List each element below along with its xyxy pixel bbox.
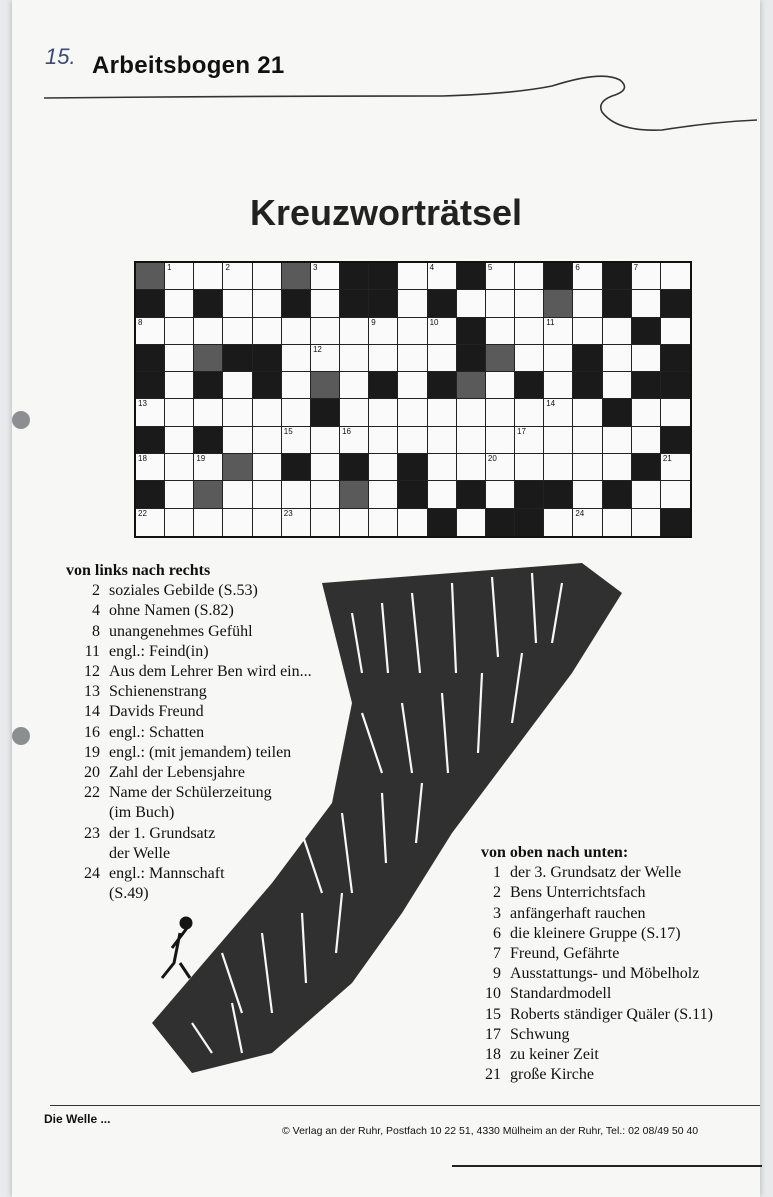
grid-cell[interactable] bbox=[253, 427, 282, 454]
down-clues bbox=[467, 843, 713, 1085]
grid-cell[interactable] bbox=[398, 263, 427, 290]
grid-cell[interactable] bbox=[253, 454, 282, 481]
grid-cell[interactable] bbox=[661, 399, 690, 426]
grid-cell[interactable] bbox=[457, 427, 486, 454]
grid-cell[interactable] bbox=[311, 509, 340, 536]
clue-item bbox=[467, 863, 713, 883]
grid-cell[interactable] bbox=[311, 427, 340, 454]
grid-cell[interactable] bbox=[603, 345, 632, 372]
cell-number: 20 bbox=[487, 454, 497, 464]
clue-number: 15 bbox=[485, 1005, 501, 1023]
grid-cell[interactable] bbox=[515, 399, 544, 426]
clue-item bbox=[467, 904, 713, 924]
clue-number: 14 bbox=[84, 703, 100, 721]
clue-text: Roberts ständiger Quäler (S.11) bbox=[510, 1005, 713, 1023]
grid-cell[interactable] bbox=[253, 399, 282, 426]
grid-cell[interactable] bbox=[573, 454, 602, 481]
clue-item bbox=[467, 944, 713, 964]
grid-cell[interactable] bbox=[282, 345, 311, 372]
grid-block bbox=[136, 345, 165, 372]
grid-cell[interactable] bbox=[544, 318, 573, 345]
grid-block bbox=[194, 290, 223, 317]
clue-continuation: (im Buch) bbox=[109, 804, 175, 822]
grid-block bbox=[223, 345, 252, 372]
grid-cell[interactable] bbox=[603, 372, 632, 399]
grid-cell[interactable] bbox=[194, 263, 223, 290]
grid-block bbox=[515, 481, 544, 508]
grid-cell[interactable] bbox=[194, 318, 223, 345]
clue-text: Freund, Gefährte bbox=[510, 945, 620, 963]
grid-cell[interactable] bbox=[398, 399, 427, 426]
cell-number: 23 bbox=[283, 508, 293, 518]
grid-block bbox=[369, 290, 398, 317]
cell-number: 14 bbox=[546, 399, 556, 409]
grid-cell[interactable] bbox=[573, 290, 602, 317]
grid-cell[interactable] bbox=[223, 263, 252, 290]
grid-cell[interactable] bbox=[457, 509, 486, 536]
grid-cell[interactable] bbox=[573, 399, 602, 426]
grid-block bbox=[573, 345, 602, 372]
clue-text: Davids Freund bbox=[109, 703, 204, 721]
grid-block bbox=[136, 427, 165, 454]
grid-cell[interactable] bbox=[486, 372, 515, 399]
grid-block bbox=[603, 481, 632, 508]
grid-block bbox=[282, 290, 311, 317]
grid-cell[interactable] bbox=[428, 399, 457, 426]
grid-cell[interactable] bbox=[136, 509, 165, 536]
grid-cell[interactable] bbox=[311, 454, 340, 481]
grid-cell[interactable] bbox=[223, 318, 252, 345]
cell-number: 13 bbox=[138, 399, 147, 409]
grid-cell[interactable] bbox=[486, 427, 515, 454]
clue-number: 1 bbox=[493, 864, 501, 882]
grid-cell[interactable] bbox=[573, 263, 602, 290]
grid-block bbox=[661, 427, 690, 454]
footer-publisher: © Verlag an der Ruhr, Postfach 10 22 51, 4330 Mülheim an der Ruhr, Tel.: 02 08/49 50 40 bbox=[282, 1125, 699, 1137]
grid-cell[interactable] bbox=[486, 454, 515, 481]
punch-hole-bottom bbox=[12, 727, 30, 745]
grid-block bbox=[457, 481, 486, 508]
clue-number: 12 bbox=[84, 663, 100, 681]
grid-cell[interactable] bbox=[369, 481, 398, 508]
clue-text: Schwung bbox=[510, 1025, 570, 1043]
grid-cell[interactable] bbox=[661, 318, 690, 345]
grid-cell[interactable] bbox=[136, 318, 165, 345]
grid-block bbox=[486, 509, 515, 536]
grid-block bbox=[457, 372, 486, 399]
grid-cell[interactable] bbox=[515, 454, 544, 481]
clue-text: anfängerhaft rauchen bbox=[510, 904, 646, 922]
grid-block bbox=[428, 372, 457, 399]
grid-block bbox=[136, 372, 165, 399]
grid-block bbox=[194, 372, 223, 399]
grid-cell[interactable] bbox=[398, 290, 427, 317]
grid-block bbox=[573, 372, 602, 399]
grid-cell[interactable] bbox=[165, 318, 194, 345]
clue-number: 2 bbox=[493, 884, 501, 902]
grid-cell[interactable] bbox=[661, 454, 690, 481]
grid-block bbox=[603, 290, 632, 317]
grid-block bbox=[194, 481, 223, 508]
cell-number: 10 bbox=[429, 317, 439, 327]
grid-cell[interactable] bbox=[544, 509, 573, 536]
grid-block bbox=[311, 372, 340, 399]
grid-cell[interactable] bbox=[515, 345, 544, 372]
clue-text: Schienenstrang bbox=[109, 683, 207, 701]
grid-cell[interactable] bbox=[165, 427, 194, 454]
grid-block bbox=[603, 399, 632, 426]
grid-block bbox=[544, 481, 573, 508]
grid-cell[interactable] bbox=[515, 263, 544, 290]
grid-cell[interactable] bbox=[369, 454, 398, 481]
grid-block bbox=[515, 372, 544, 399]
footer-book-title: Die Welle ... bbox=[44, 1112, 111, 1126]
grid-cell[interactable] bbox=[544, 372, 573, 399]
grid-block bbox=[369, 263, 398, 290]
clue-number: 21 bbox=[485, 1066, 501, 1084]
clue-number: 2 bbox=[92, 582, 100, 600]
grid-block bbox=[194, 427, 223, 454]
clue-text: der 3. Grundsatz der Welle bbox=[510, 864, 682, 882]
grid-block bbox=[486, 345, 515, 372]
grid-cell[interactable] bbox=[282, 399, 311, 426]
grid-cell[interactable] bbox=[573, 318, 602, 345]
worksheet-page bbox=[12, 0, 760, 1197]
grid-block bbox=[457, 263, 486, 290]
grid-cell[interactable] bbox=[282, 427, 311, 454]
grid-cell[interactable] bbox=[457, 399, 486, 426]
clue-number: 19 bbox=[84, 743, 100, 761]
grid-cell[interactable] bbox=[632, 399, 661, 426]
grid-block bbox=[282, 263, 311, 290]
grid-cell[interactable] bbox=[398, 509, 427, 536]
grid-cell[interactable] bbox=[165, 481, 194, 508]
grid-block bbox=[369, 372, 398, 399]
cell-number: 7 bbox=[633, 263, 639, 272]
grid-cell[interactable] bbox=[340, 509, 369, 536]
grid-cell[interactable] bbox=[311, 345, 340, 372]
grid-block bbox=[661, 290, 690, 317]
grid-cell[interactable] bbox=[223, 427, 252, 454]
cell-number: 12 bbox=[312, 344, 322, 354]
grid-block bbox=[194, 345, 223, 372]
grid-cell[interactable] bbox=[340, 399, 369, 426]
grid-cell[interactable] bbox=[194, 454, 223, 481]
clue-text: große Kirche bbox=[510, 1066, 594, 1084]
grid-cell[interactable] bbox=[544, 427, 573, 454]
grid-cell[interactable] bbox=[340, 427, 369, 454]
clue-text: engl.: (mit jemandem) teilen bbox=[109, 743, 292, 761]
clue-text: Name der Schülerzeitung bbox=[109, 784, 272, 802]
down-heading: von oben nach unten: bbox=[481, 844, 629, 861]
grid-cell[interactable] bbox=[486, 290, 515, 317]
grid-block bbox=[632, 454, 661, 481]
grid-block bbox=[253, 372, 282, 399]
crossword-grid bbox=[134, 261, 692, 538]
cell-number: 9 bbox=[371, 317, 376, 327]
clue-text: der 1. Grundsatz bbox=[109, 824, 216, 842]
grid-cell[interactable] bbox=[223, 372, 252, 399]
grid-cell[interactable] bbox=[369, 345, 398, 372]
clue-number: 7 bbox=[493, 945, 501, 963]
cell-number: 1 bbox=[167, 263, 172, 272]
grid-cell[interactable] bbox=[398, 318, 427, 345]
grid-cell[interactable] bbox=[515, 290, 544, 317]
grid-cell[interactable] bbox=[632, 290, 661, 317]
cell-number: 5 bbox=[487, 263, 493, 272]
grid-cell[interactable] bbox=[311, 263, 340, 290]
grid-block bbox=[136, 290, 165, 317]
grid-cell[interactable] bbox=[165, 290, 194, 317]
grid-cell[interactable] bbox=[632, 345, 661, 372]
grid-block bbox=[136, 481, 165, 508]
grid-cell[interactable] bbox=[136, 399, 165, 426]
clue-text: Standardmodell bbox=[510, 985, 612, 1003]
grid-cell[interactable] bbox=[311, 481, 340, 508]
clue-number: 13 bbox=[84, 683, 100, 701]
bottom-rule bbox=[452, 1165, 762, 1167]
grid-cell[interactable] bbox=[165, 263, 194, 290]
grid-cell[interactable] bbox=[253, 290, 282, 317]
cell-number: 8 bbox=[138, 317, 143, 327]
grid-cell[interactable] bbox=[632, 509, 661, 536]
grid-block bbox=[544, 263, 573, 290]
clue-text: engl.: Mannschaft bbox=[109, 865, 225, 883]
grid-block bbox=[340, 454, 369, 481]
grid-cell[interactable] bbox=[340, 318, 369, 345]
grid-cell[interactable] bbox=[573, 509, 602, 536]
clue-number: 22 bbox=[84, 784, 100, 802]
grid-cell[interactable] bbox=[515, 318, 544, 345]
grid-block bbox=[428, 290, 457, 317]
grid-cell[interactable] bbox=[515, 427, 544, 454]
grid-cell[interactable] bbox=[544, 399, 573, 426]
grid-cell[interactable] bbox=[165, 372, 194, 399]
grid-cell[interactable] bbox=[603, 427, 632, 454]
cell-number: 21 bbox=[662, 454, 672, 464]
clue-item bbox=[467, 1005, 713, 1025]
clue-text: unangenehmes Gefühl bbox=[109, 622, 253, 640]
grid-block bbox=[632, 372, 661, 399]
clue-number: 16 bbox=[84, 723, 100, 741]
grid-cell[interactable] bbox=[282, 509, 311, 536]
grid-block bbox=[661, 345, 690, 372]
clue-item bbox=[467, 924, 713, 944]
grid-cell[interactable] bbox=[253, 318, 282, 345]
clue-continuation: der Welle bbox=[109, 844, 171, 862]
grid-block bbox=[603, 263, 632, 290]
clue-number: 9 bbox=[493, 965, 501, 983]
grid-cell[interactable] bbox=[165, 454, 194, 481]
clue-text: engl.: Feind(in) bbox=[109, 642, 209, 660]
grid-block bbox=[457, 318, 486, 345]
grid-cell[interactable] bbox=[136, 454, 165, 481]
grid-cell[interactable] bbox=[603, 509, 632, 536]
grid-block bbox=[282, 454, 311, 481]
clue-item bbox=[467, 883, 713, 903]
clue-number: 24 bbox=[84, 865, 100, 883]
grid-cell[interactable] bbox=[369, 318, 398, 345]
clue-number: 3 bbox=[493, 904, 501, 922]
grid-cell[interactable] bbox=[428, 427, 457, 454]
cell-number: 22 bbox=[138, 508, 147, 518]
grid-cell[interactable] bbox=[369, 427, 398, 454]
cell-number: 16 bbox=[342, 426, 351, 436]
clue-continuation: (S.49) bbox=[109, 885, 149, 903]
clue-number: 8 bbox=[92, 622, 100, 640]
grid-cell[interactable] bbox=[340, 372, 369, 399]
grid-block bbox=[253, 345, 282, 372]
grid-block bbox=[223, 454, 252, 481]
grid-cell[interactable] bbox=[398, 427, 427, 454]
grid-cell[interactable] bbox=[223, 481, 252, 508]
grid-cell[interactable] bbox=[428, 263, 457, 290]
clue-text: Zahl der Lebensjahre bbox=[109, 764, 245, 782]
grid-cell[interactable] bbox=[486, 399, 515, 426]
clue-item bbox=[467, 1065, 713, 1085]
cell-number: 3 bbox=[312, 263, 318, 272]
grid-cell[interactable] bbox=[369, 509, 398, 536]
grid-block bbox=[398, 481, 427, 508]
grid-cell[interactable] bbox=[282, 318, 311, 345]
cell-number: 6 bbox=[575, 263, 580, 272]
grid-cell[interactable] bbox=[661, 481, 690, 508]
clue-text: Ausstattungs- und Möbelholz bbox=[510, 965, 700, 983]
footer-rule bbox=[50, 1105, 760, 1106]
grid-cell[interactable] bbox=[573, 427, 602, 454]
clue-text: soziales Gebilde (S.53) bbox=[109, 582, 258, 600]
grid-block bbox=[661, 372, 690, 399]
grid-block bbox=[340, 263, 369, 290]
across-heading: von links nach rechts bbox=[66, 562, 211, 579]
grid-cell[interactable] bbox=[428, 454, 457, 481]
grid-block bbox=[661, 509, 690, 536]
grid-cell[interactable] bbox=[223, 290, 252, 317]
crossword-title: Kreuzworträtsel bbox=[249, 192, 523, 233]
grid-cell[interactable] bbox=[632, 427, 661, 454]
cell-number: 18 bbox=[138, 454, 147, 464]
grid-block bbox=[340, 290, 369, 317]
cell-number: 2 bbox=[225, 263, 230, 272]
grid-cell[interactable] bbox=[253, 263, 282, 290]
cell-number: 19 bbox=[196, 454, 206, 464]
grid-cell[interactable] bbox=[282, 372, 311, 399]
grid-cell[interactable] bbox=[632, 481, 661, 508]
clue-number: 6 bbox=[493, 924, 501, 942]
grid-cell[interactable] bbox=[398, 345, 427, 372]
clue-number: 4 bbox=[92, 602, 100, 620]
cell-number: 11 bbox=[546, 317, 555, 327]
grid-block bbox=[515, 509, 544, 536]
clue-text: die kleinere Gruppe (S.17) bbox=[510, 924, 681, 942]
grid-cell[interactable] bbox=[165, 345, 194, 372]
grid-cell[interactable] bbox=[573, 481, 602, 508]
grid-cell[interactable] bbox=[486, 263, 515, 290]
grid-cell[interactable] bbox=[632, 263, 661, 290]
grid-cell[interactable] bbox=[253, 509, 282, 536]
clue-item bbox=[467, 1025, 713, 1045]
grid-cell[interactable] bbox=[311, 290, 340, 317]
clue-number: 10 bbox=[485, 985, 501, 1003]
grid-cell[interactable] bbox=[603, 454, 632, 481]
grid-cell[interactable] bbox=[486, 481, 515, 508]
cell-number: 4 bbox=[429, 263, 435, 272]
grid-block bbox=[311, 399, 340, 426]
grid-cell[interactable] bbox=[194, 509, 223, 536]
clue-number: 18 bbox=[485, 1046, 501, 1064]
punch-hole-top bbox=[12, 411, 30, 429]
grid-cell[interactable] bbox=[253, 481, 282, 508]
grid-cell[interactable] bbox=[223, 509, 252, 536]
clue-item bbox=[467, 964, 713, 984]
grid-cell[interactable] bbox=[428, 318, 457, 345]
grid-cell[interactable] bbox=[428, 345, 457, 372]
clue-text: zu keiner Zeit bbox=[510, 1046, 599, 1064]
grid-block bbox=[544, 290, 573, 317]
header-title: Arbeitsbogen 21 bbox=[92, 52, 285, 79]
grid-cell[interactable] bbox=[457, 454, 486, 481]
grid-cell[interactable] bbox=[398, 372, 427, 399]
grid-block bbox=[457, 345, 486, 372]
grid-block bbox=[398, 454, 427, 481]
grid-block bbox=[340, 481, 369, 508]
grid-cell[interactable] bbox=[544, 454, 573, 481]
clue-number: 17 bbox=[485, 1025, 501, 1043]
grid-cell[interactable] bbox=[311, 318, 340, 345]
grid-cell[interactable] bbox=[428, 481, 457, 508]
grid-block bbox=[136, 263, 165, 290]
grid-cell[interactable] bbox=[165, 399, 194, 426]
clue-number: 20 bbox=[84, 764, 100, 782]
clue-number: 11 bbox=[84, 642, 100, 660]
grid-cell[interactable] bbox=[340, 345, 369, 372]
grid-block bbox=[428, 509, 457, 536]
page-number-handwritten: 15. bbox=[45, 44, 76, 69]
grid-cell[interactable] bbox=[661, 263, 690, 290]
grid-cell[interactable] bbox=[486, 318, 515, 345]
cell-number: 15 bbox=[283, 426, 293, 436]
clue-text: Bens Unterrichtsfach bbox=[510, 884, 646, 902]
clue-text: ohne Namen (S.82) bbox=[109, 602, 234, 620]
clue-text: Aus dem Lehrer Ben wird ein... bbox=[109, 663, 312, 681]
grid-cell[interactable] bbox=[544, 345, 573, 372]
grid-cell[interactable] bbox=[457, 290, 486, 317]
grid-cell[interactable] bbox=[223, 399, 252, 426]
cell-number: 24 bbox=[575, 508, 585, 518]
grid-cell[interactable] bbox=[603, 318, 632, 345]
clue-text: engl.: Schatten bbox=[109, 723, 205, 741]
grid-cell[interactable] bbox=[165, 509, 194, 536]
grid-cell[interactable] bbox=[282, 481, 311, 508]
clue-number: 23 bbox=[84, 824, 100, 842]
clue-item bbox=[467, 1045, 713, 1065]
grid-cell[interactable] bbox=[194, 399, 223, 426]
clue-item bbox=[467, 984, 713, 1004]
grid-cell[interactable] bbox=[369, 399, 398, 426]
cell-number: 17 bbox=[517, 426, 526, 436]
grid-block bbox=[632, 318, 661, 345]
